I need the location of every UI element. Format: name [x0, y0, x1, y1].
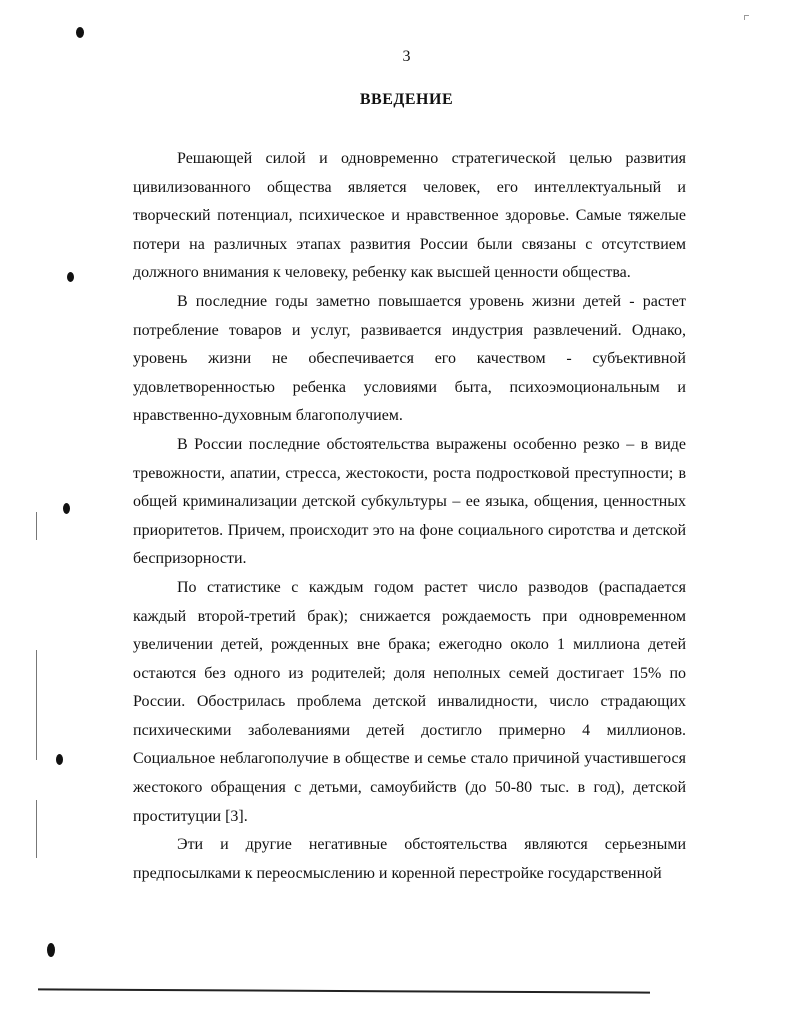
paragraph: Решающей силой и одновременно стратегической целью развития цивилизованного общества является человек, его интеллектуальный и творческий потенциал, психическое и нравственное здоровье. Самые тяжелые потери на различных этапах развития России были связаны с отсутствием должного внимания к человеку, ребенку как высшей ценности общества. — [133, 150, 686, 282]
paragraph: В России последние обстоятельства выражены особенно резко – в виде тревожности, апатии, стресса, жестокости, роста подростковой преступности; в общей криминализации детской субкультуры – ее языка, общения, ценностных приоритетов. Причем, происходит это на фоне социального сиротства и детской беспризорности. — [133, 435, 686, 568]
paragraph: В последние годы заметно повышается уровень жизни детей - растет потребление товаров и услуг, развивается индустрия развлечений. Однако, уровень жизни не обеспечивается его качеством - субъективной удовлетворенностью ребенка условиями быта, психоэмоциональным и нравственно-духовным благополучием. — [133, 292, 686, 425]
margin-scan-line — [36, 650, 37, 760]
punch-hole — [47, 943, 55, 957]
page-title: ВВЕДЕНИЕ — [359, 91, 454, 108]
body-text — [133, 145, 686, 888]
corner-mark — [744, 15, 749, 20]
margin-scan-line — [36, 512, 37, 540]
punch-hole — [56, 754, 63, 765]
punch-hole — [76, 27, 84, 38]
margin-scan-line — [36, 800, 37, 858]
paragraph: По статистике с каждым годом растет число разводов (распадается каждый второй-третий брак); снижается рождаемость при одновременном увеличении детей, рожденных вне брака; ежегодно около 1 миллиона детей остаются без одного из родителей; доля неполных семей достигает 15% по России. Обострилась проблема детской инвалидности, число страдающих психическими заболеваниями детей достигло примерно 4 миллионов. Социальное неблагополучие в обществе и семье стало причиной участившегося жестокого обращения с детьми, самоубийств (до 50-80 тыс. в год), детской проституции [3]. — [133, 578, 686, 825]
bottom-scan-rule — [38, 988, 650, 993]
paragraph: Эти и другие негативные обстоятельства являются серьезными предпосылками к переосмыслению и коренной перестройке государственной — [133, 836, 686, 882]
page-number: 3 — [402, 48, 411, 65]
punch-hole — [63, 503, 70, 514]
punch-hole — [67, 272, 74, 282]
